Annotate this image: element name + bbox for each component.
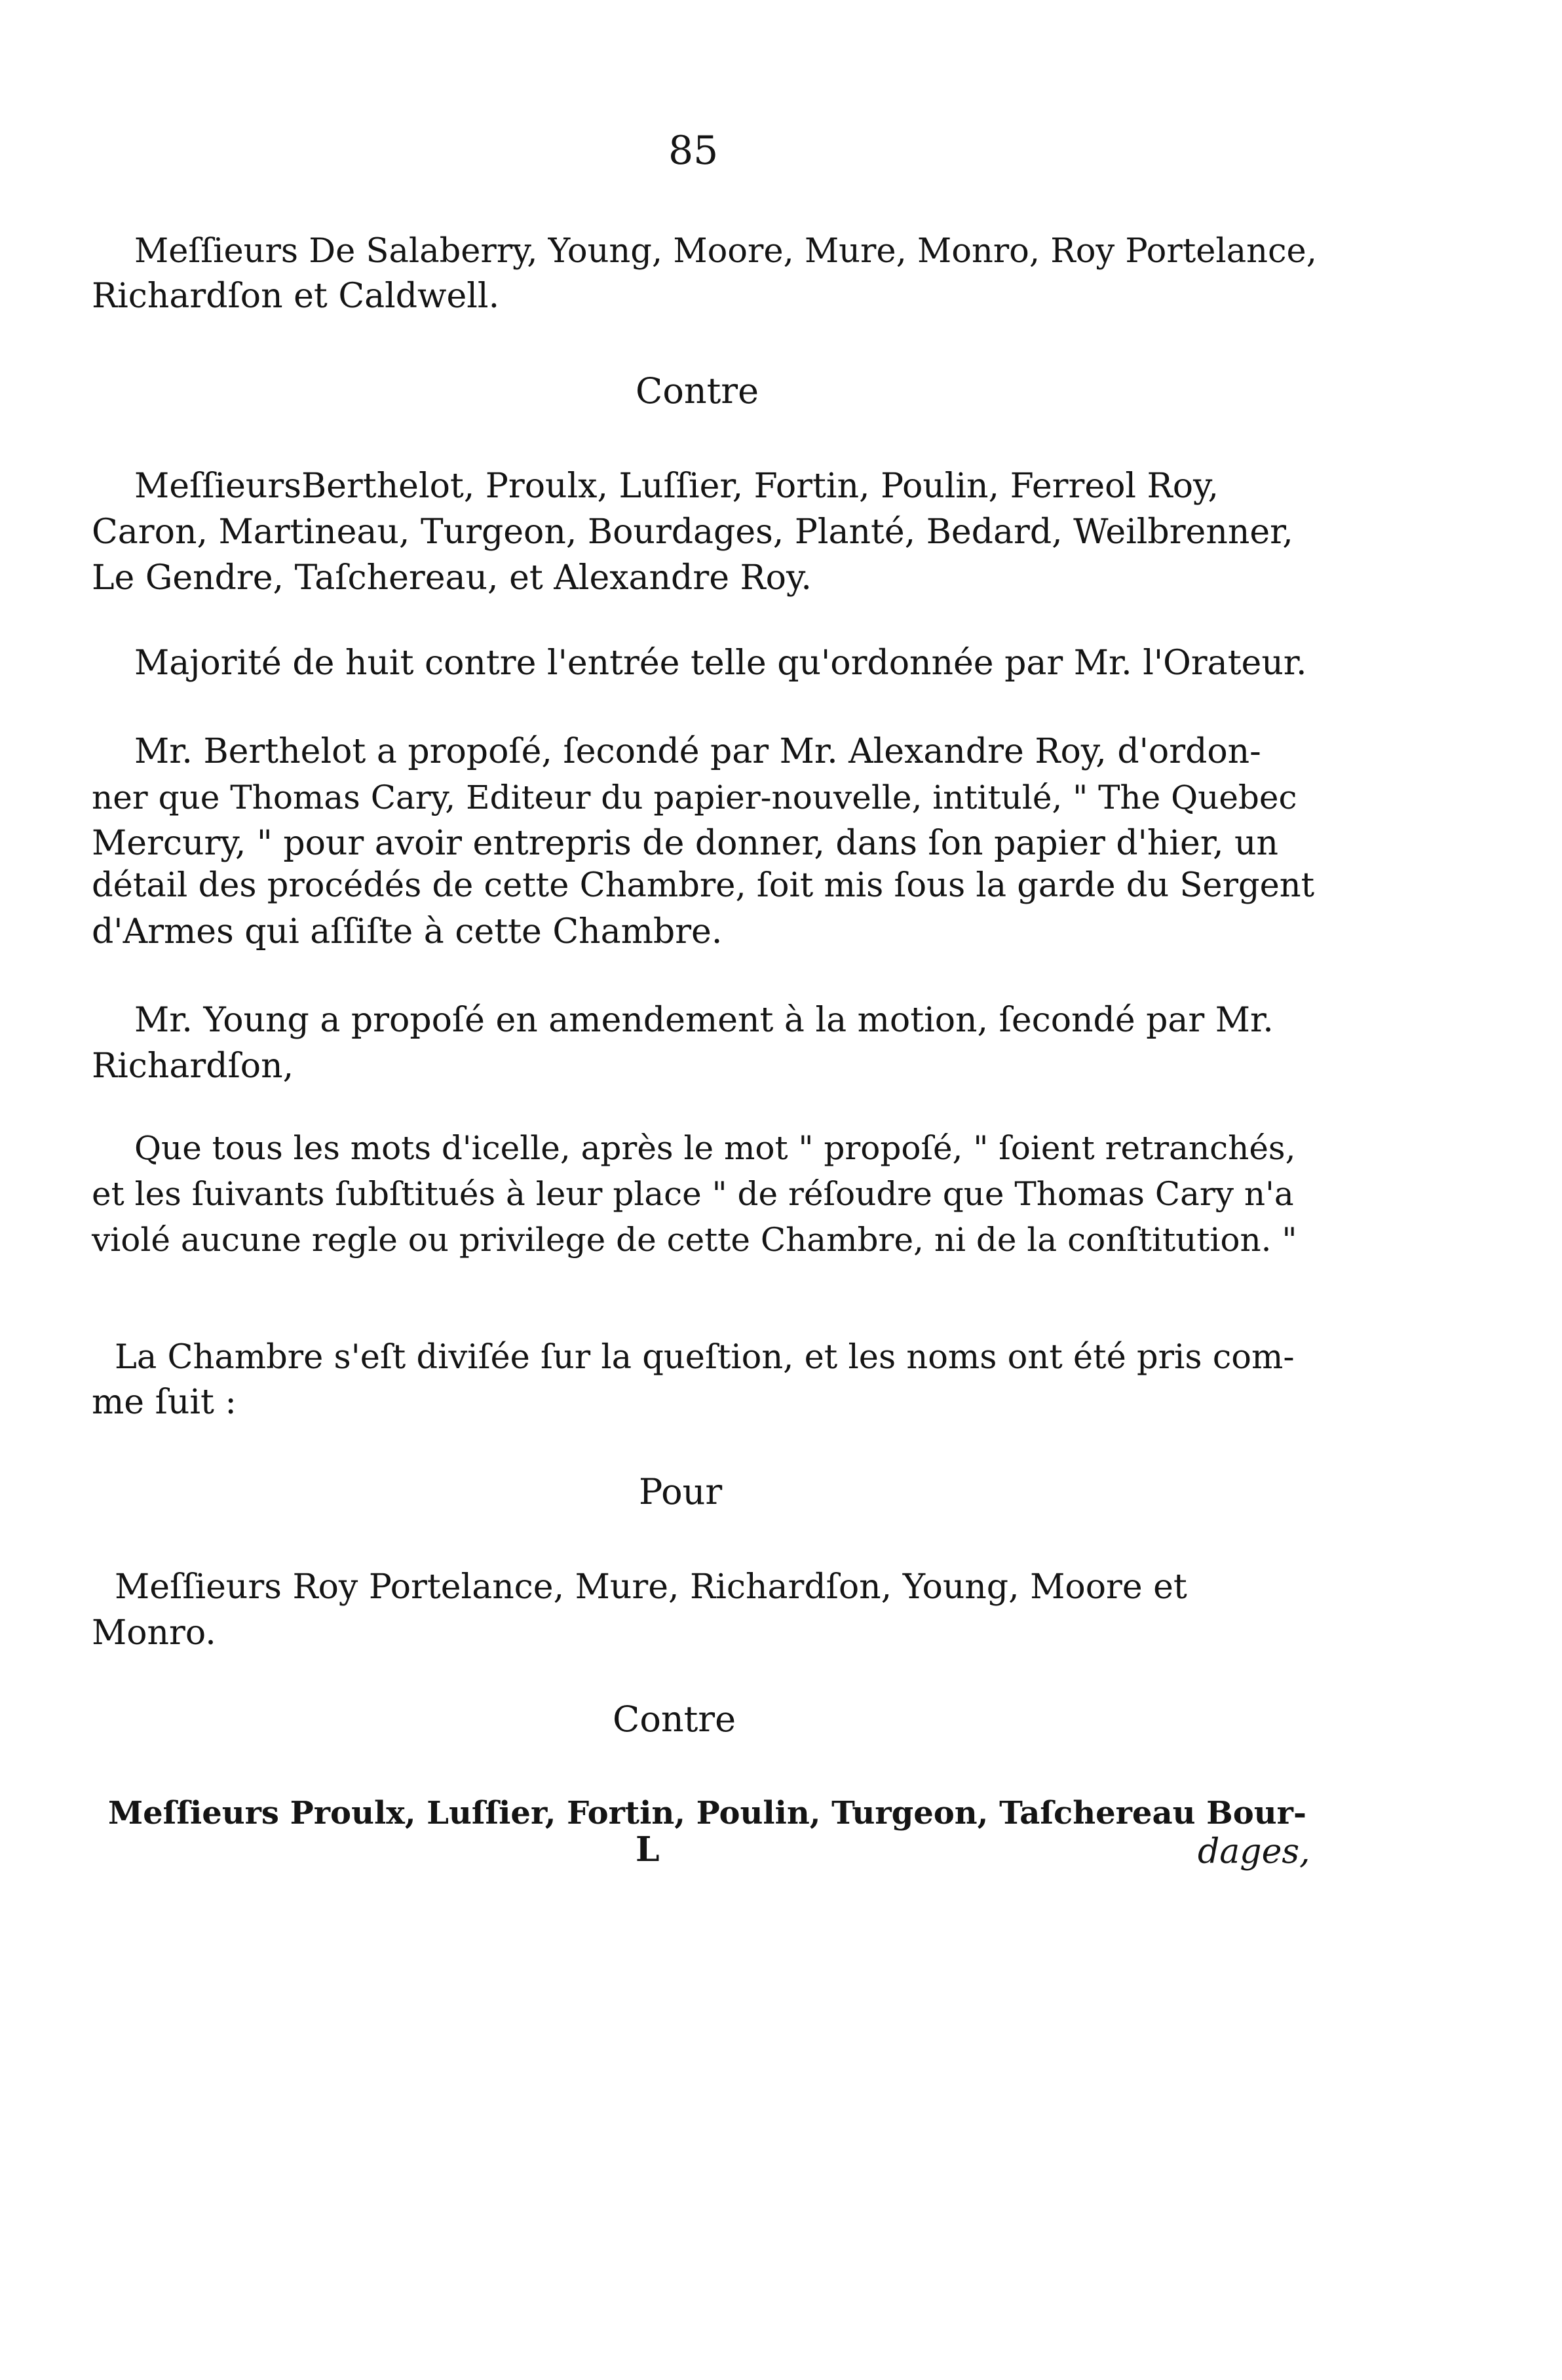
text-line: violé aucune regle ou privilege de cette Chambre, ni de la conſtitution. " xyxy=(92,1221,1297,1259)
text-line: Majorité de huit contre l'entrée telle qu'ordonnée par Mr. l'Orateur. xyxy=(134,643,1307,683)
text-line: Le Gendre, Taſchereau, et Alexandre Roy. xyxy=(92,558,812,598)
text-line: Richardſon et Caldwell. xyxy=(92,277,500,316)
page-number: 85 xyxy=(668,128,719,174)
text-line: me ſuit : xyxy=(92,1383,237,1422)
text-line: La Chambre s'eſt diviſée ſur la queſtion, et les noms ont été pris com- xyxy=(115,1338,1295,1377)
text-line: Monro. xyxy=(92,1613,216,1653)
text-line: Mr. Berthelot a propoſé, ſecondé par Mr. Alexandre Roy, d'ordon- xyxy=(134,732,1261,771)
text-line: Mr. Young a propoſé en amendement à la motion, ſecondé par Mr. xyxy=(134,1001,1274,1040)
text-line: Caron, Martineau, Turgeon, Bourdages, Planté, Bedard, Weilbrenner, xyxy=(92,512,1293,552)
text-line: Mercury, " pour avoir entrepris de donner, dans ſon papier d'hier, un xyxy=(92,824,1279,863)
text-line: Meſſieurs Proulx, Luſſier, Fortin, Poulin, Turgeon, Taſchereau Bour- xyxy=(108,1795,1306,1832)
text-line: MeſſieursBerthelot, Proulx, Luſſier, Fortin, Poulin, Ferreol Roy, xyxy=(134,467,1219,506)
text-line: Richardſon, xyxy=(92,1046,294,1086)
section-heading-contre: Contre xyxy=(613,1699,736,1740)
text-line: Que tous les mots d'icelle, après le mot " propoſé, " ſoient retranchés, xyxy=(134,1129,1296,1167)
text-line: Meſſieurs Roy Portelance, Mure, Richardſon, Young, Moore et xyxy=(115,1567,1187,1607)
text-line: détail des procédés de cette Chambre, ſoit mis ſous la garde du Sergent xyxy=(92,866,1315,905)
text-line: Meſſieurs De Salaberry, Young, Moore, Mure, Monro, Roy Portelance, xyxy=(134,232,1317,271)
section-heading-pour: Pour xyxy=(639,1471,723,1512)
section-heading-contre: Contre xyxy=(636,370,759,412)
text-line: d'Armes qui aſſiſte à cette Chambre. xyxy=(92,912,723,951)
signature-mark: L xyxy=(636,1830,660,1870)
catchword: dages, xyxy=(1198,1832,1310,1871)
text-line: ner que Thomas Cary, Editeur du papier-nouvelle, intitulé, " The Quebec xyxy=(92,778,1297,816)
text-line: et les ſuivants ſubſtitués à leur place " de réſoudre que Thomas Cary n'a xyxy=(92,1175,1294,1213)
